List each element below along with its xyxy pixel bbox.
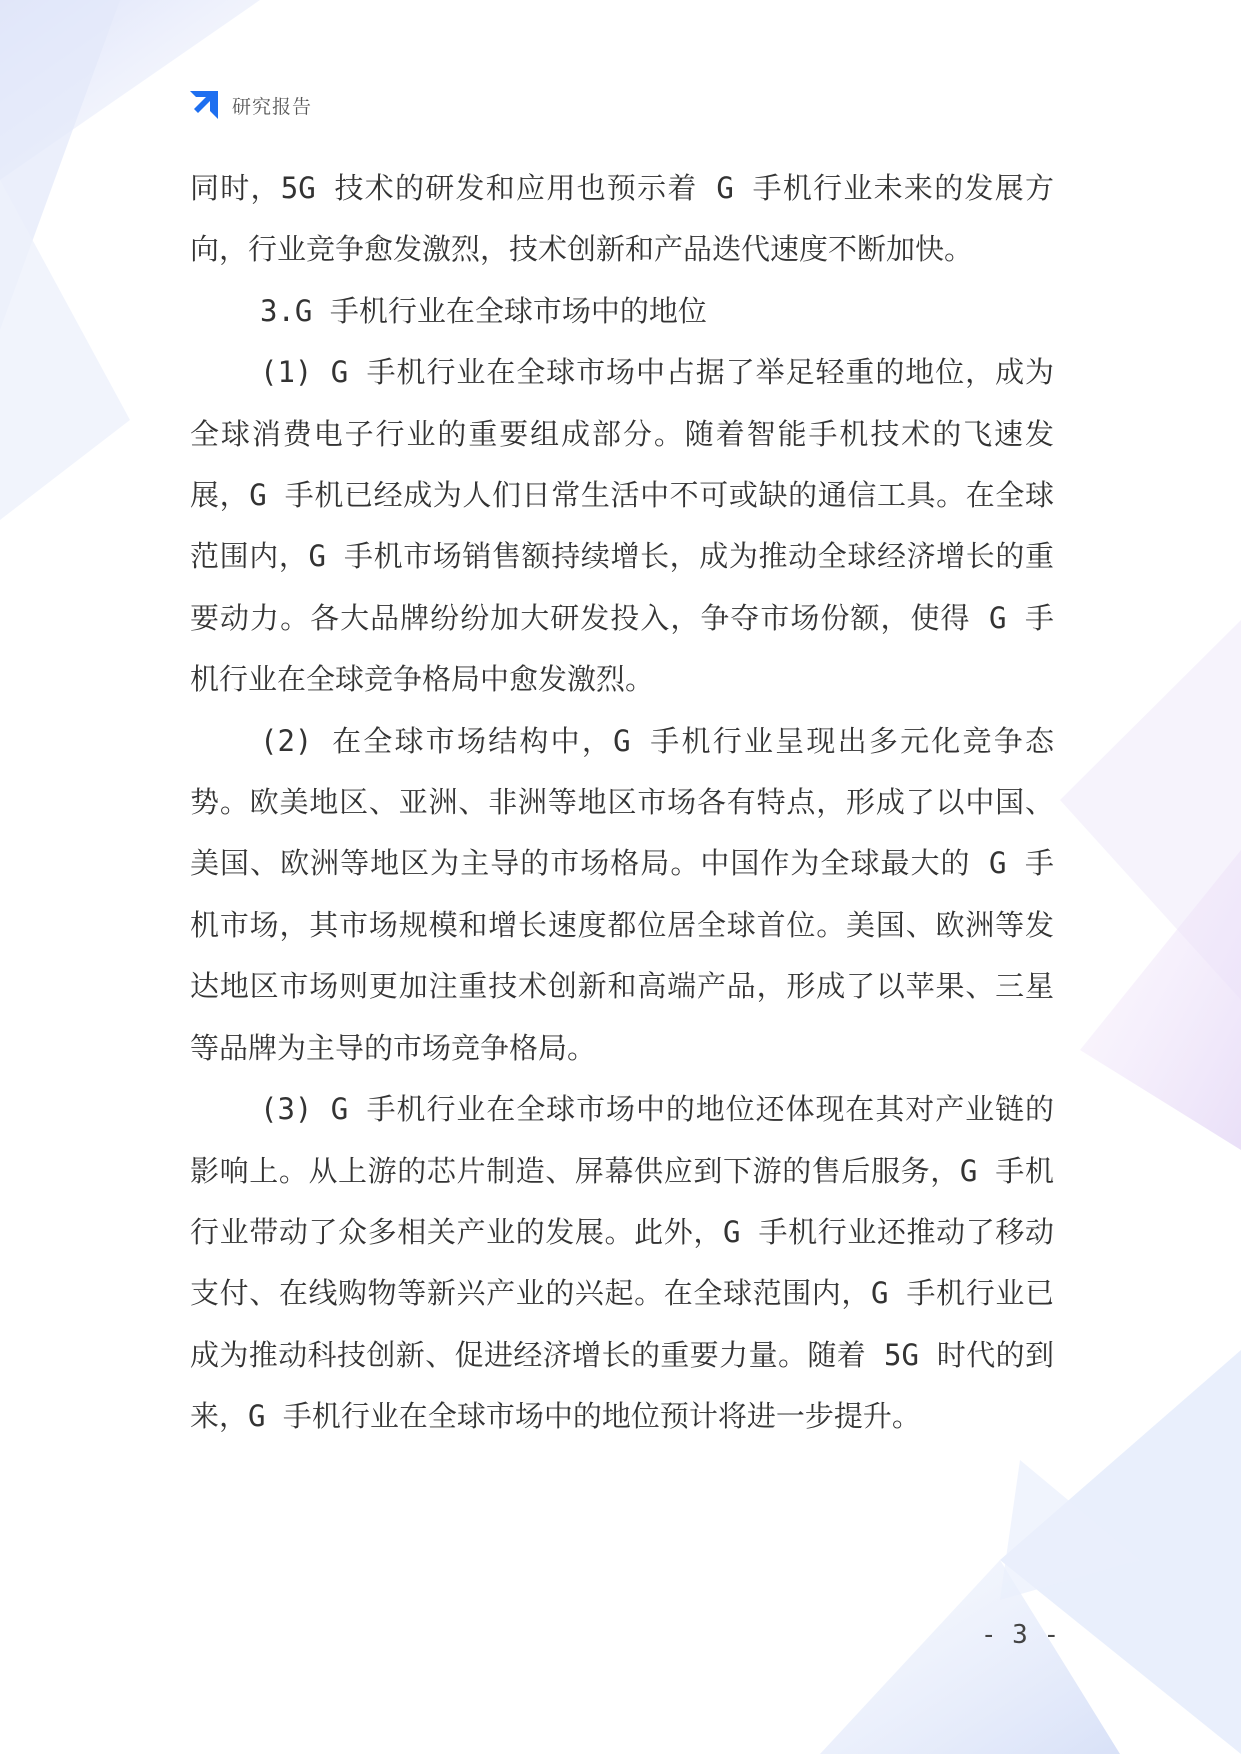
report-header <box>188 88 312 122</box>
paragraph-3: (3) G 手机行业在全球市场中的地位还体现在其对产业链的影响上。从上游的芯片制造、屏幕供应到下游的售后服务，G 手机行业带动了众多相关产业的发展。此外，G 手机行业还推动了移动支付、在线购物等新兴产业的兴起。在全球范围内，G 手机行业已成为推动科技创新、促进经济增长的重要力量。随着 5G 时代的到来，G 手机行业在全球市场中的地位预计将进一步提升。 <box>190 1092 1054 1434</box>
paragraph-1: (1) G 手机行业在全球市场中占据了举足轻重的地位，成为全球消费电子行业的重要组成部分。随着智能手机技术的飞速发展，G 手机已经成为人们日常生活中不可或缺的通信工具。在全球范围内，G 手机市场销售额持续增长，成为推动全球经济增长的重要动力。各大品牌纷纷加大研发投入，争夺市场份额，使得 G 手机行业在全球竞争格局中愈发激烈。 <box>190 355 1054 697</box>
page-number: - 3 - <box>980 1620 1060 1650</box>
paragraph-2: (2) 在全球市场结构中，G 手机行业呈现出多元化竞争态势。欧美地区、亚洲、非洲等地区市场各有特点，形成了以中国、美国、欧洲等地区为主导的市场格局。中国作为全球最大的 G 手机市场，其市场规模和增长速度都位居全球首位。美国、欧洲等发达地区市场则更加注重技术创新和高端产品，形成了以苹果、三星等品牌为主导的市场竞争格局。 <box>190 723 1054 1065</box>
arrow-up-right-icon <box>188 89 220 121</box>
header-title: 研究报告 <box>232 95 313 118</box>
document-body <box>190 158 1054 1448</box>
intro-paragraph: 同时，5G 技术的研发和应用也预示着 G 手机行业未来的发展方向，行业竞争愈发激烈，技术创新和产品迭代速度不断加快。 <box>190 171 1054 267</box>
section-heading: 3.G 手机行业在全球市场中的地位 <box>260 293 707 328</box>
